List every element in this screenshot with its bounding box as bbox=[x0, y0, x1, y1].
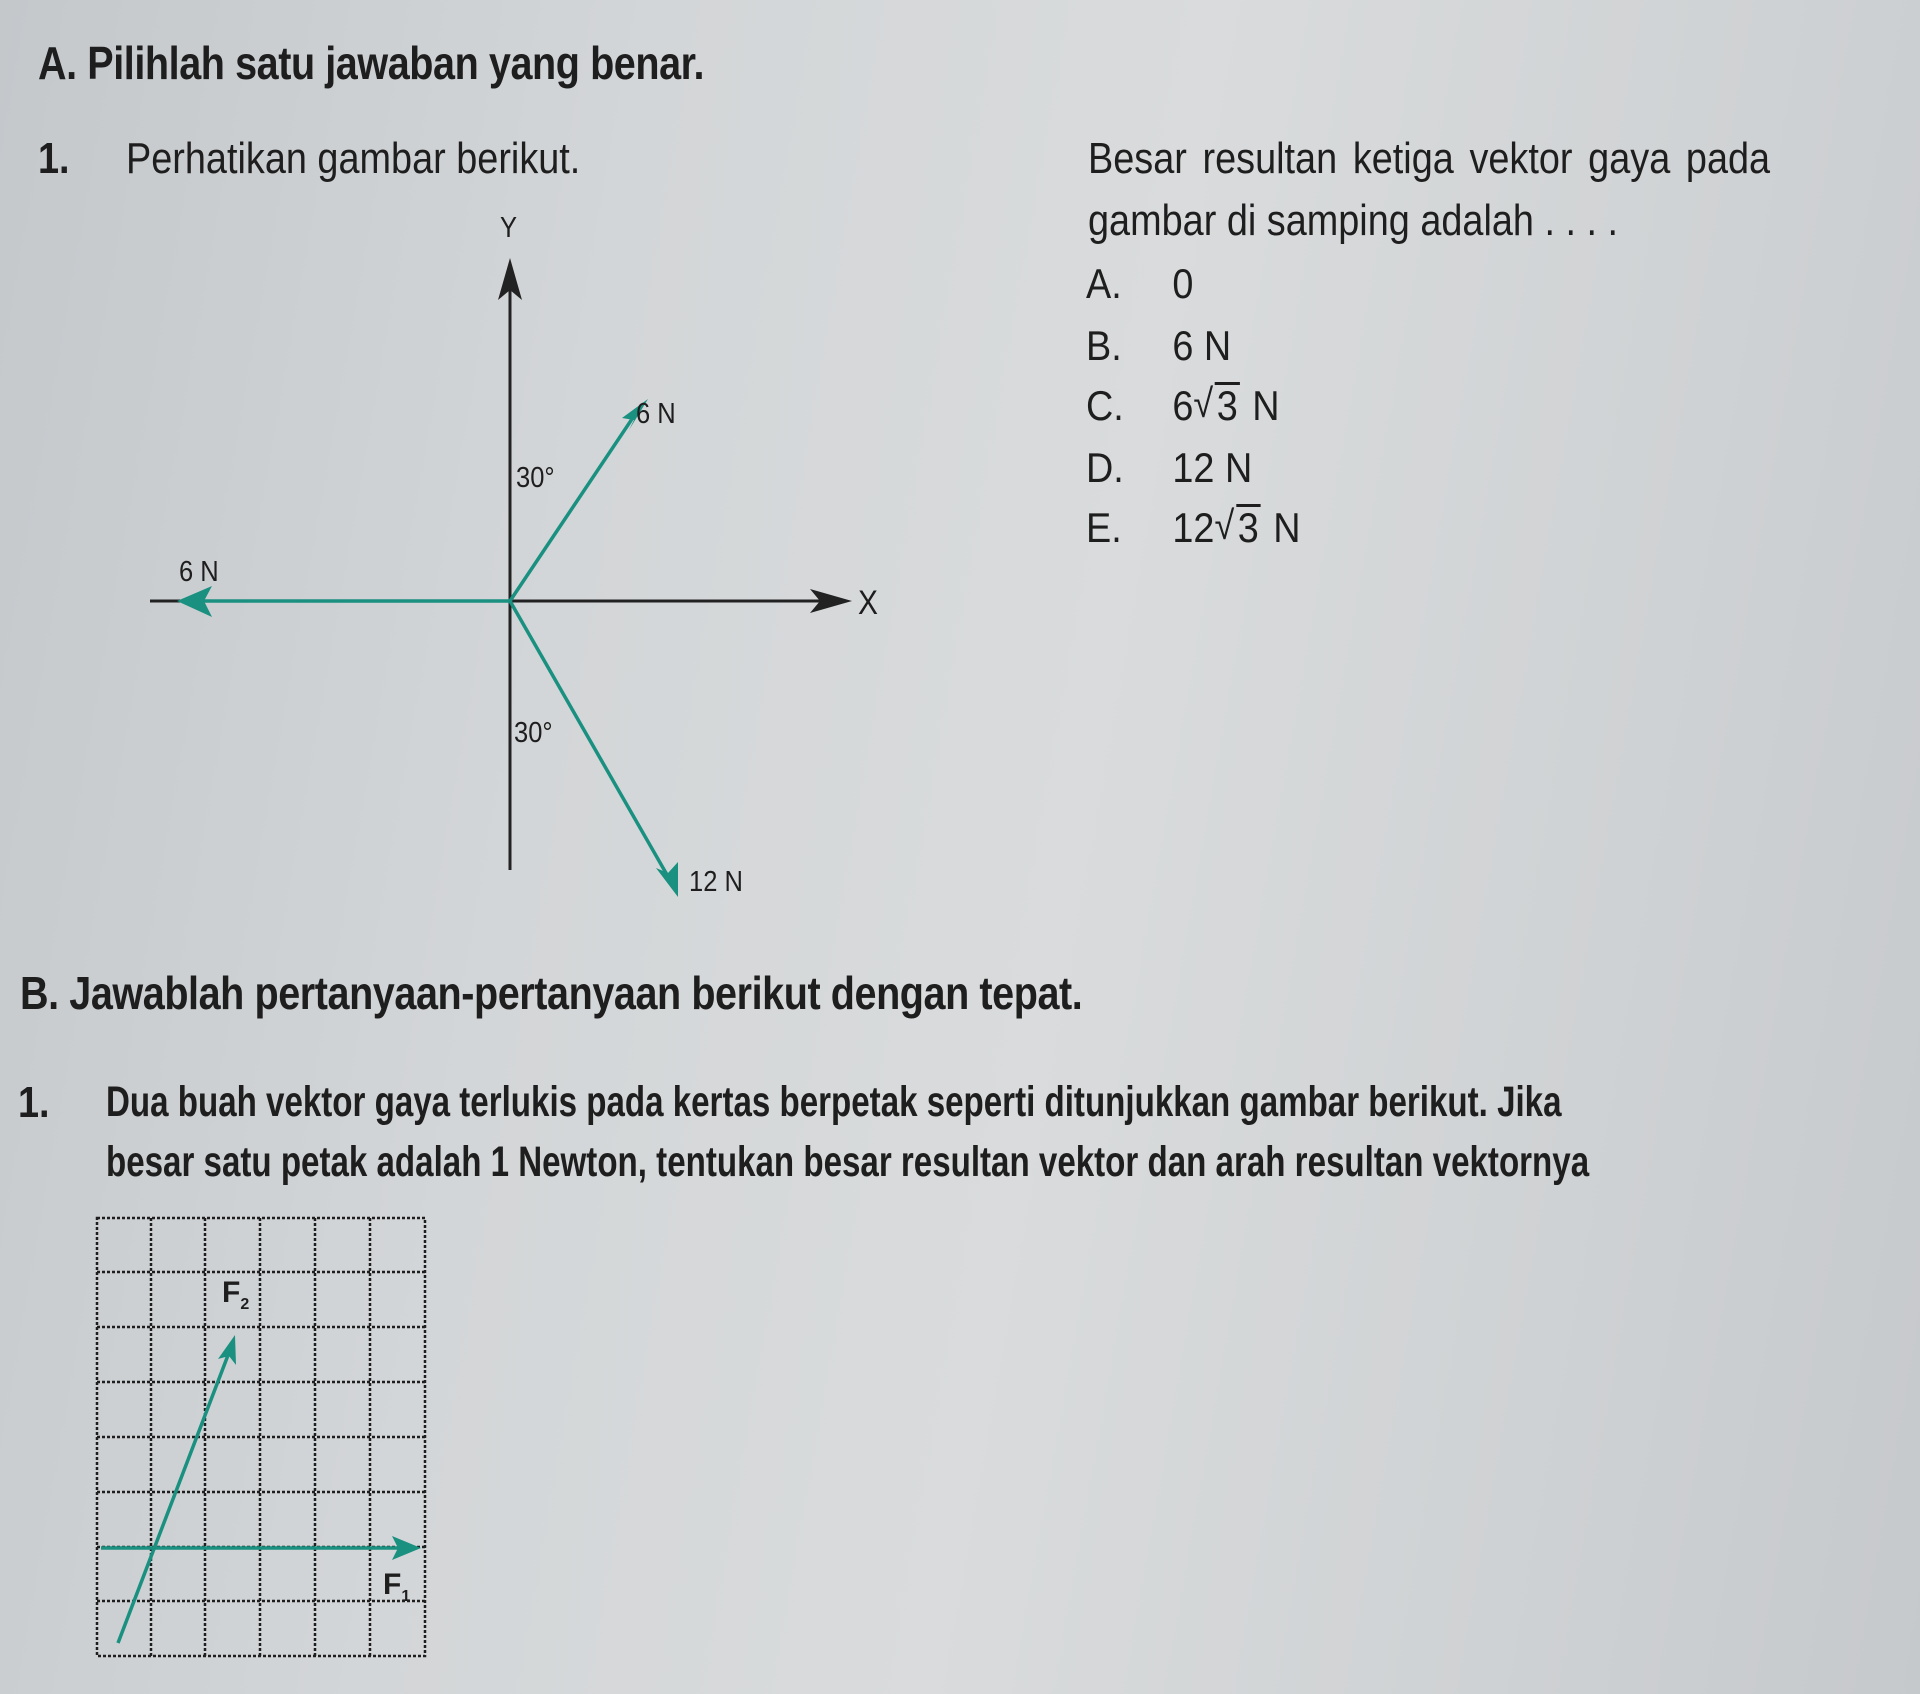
option-value: 12 N bbox=[1172, 444, 1253, 491]
question-b1-number: 1. bbox=[18, 1078, 50, 1127]
grid-paper bbox=[97, 1218, 425, 1656]
label-f2: $F_2$ bbox=[222, 1276, 250, 1313]
sqrt-icon: √ bbox=[1193, 382, 1214, 426]
vector-up-label: 6 N bbox=[636, 398, 676, 430]
section-b-heading: B. Jawablah pertanyaan-pertanyaan berikut dengan tepat. bbox=[20, 967, 1083, 1019]
option-radicand: 3 bbox=[1237, 504, 1259, 551]
question-b1-line2: besar satu petak adalah 1 Newton, tentukan besar resultan vektor dan arah resultan vektornya bbox=[106, 1138, 1590, 1186]
question-a1-prompt-line1: Besar resultan ketiga vektor gaya pada bbox=[1088, 134, 1771, 183]
option-coef: 6 bbox=[1172, 382, 1194, 429]
vector-12n-downright-arrowhead-icon bbox=[656, 862, 678, 897]
sqrt-icon: √ bbox=[1214, 504, 1235, 548]
angle-upper-label: 30° bbox=[516, 462, 555, 494]
option-unit: N bbox=[1252, 382, 1280, 429]
option-letter: E. bbox=[1086, 504, 1122, 551]
question-a1-intro: Perhatikan gambar berikut. bbox=[126, 134, 581, 183]
vector-down-label: 12 N bbox=[689, 866, 743, 898]
option-letter: A. bbox=[1086, 260, 1122, 307]
label-f1: $F_1$ bbox=[383, 1568, 411, 1605]
option-letter: C. bbox=[1086, 382, 1124, 429]
question-b1-line1: Dua buah vektor gaya terlukis pada kertas berpetak seperti ditunjukkan gambar berikut. Jika bbox=[106, 1078, 1562, 1126]
option-letter: B. bbox=[1086, 322, 1122, 369]
option-coef: 12 bbox=[1172, 504, 1215, 551]
question-a1-number: 1. bbox=[38, 134, 70, 183]
vector-6n-upright bbox=[510, 410, 638, 601]
question-a1-prompt-line2: gambar di samping adalah . . . . bbox=[1088, 196, 1619, 245]
option-value: 6 N bbox=[1172, 322, 1232, 369]
angle-lower-label: 30° bbox=[514, 717, 553, 749]
axis-x-label: X bbox=[858, 584, 878, 622]
option-unit: N bbox=[1273, 504, 1301, 551]
axis-y-label: Y bbox=[500, 212, 518, 244]
option-value: 0 bbox=[1172, 260, 1194, 307]
section-a-heading: A. Pilihlah satu jawaban yang benar. bbox=[38, 37, 705, 89]
vector-f2 bbox=[118, 1350, 230, 1643]
option-letter: D. bbox=[1086, 444, 1124, 491]
option-radicand: 3 bbox=[1216, 382, 1238, 429]
vector-left-label: 6 N bbox=[179, 556, 219, 588]
